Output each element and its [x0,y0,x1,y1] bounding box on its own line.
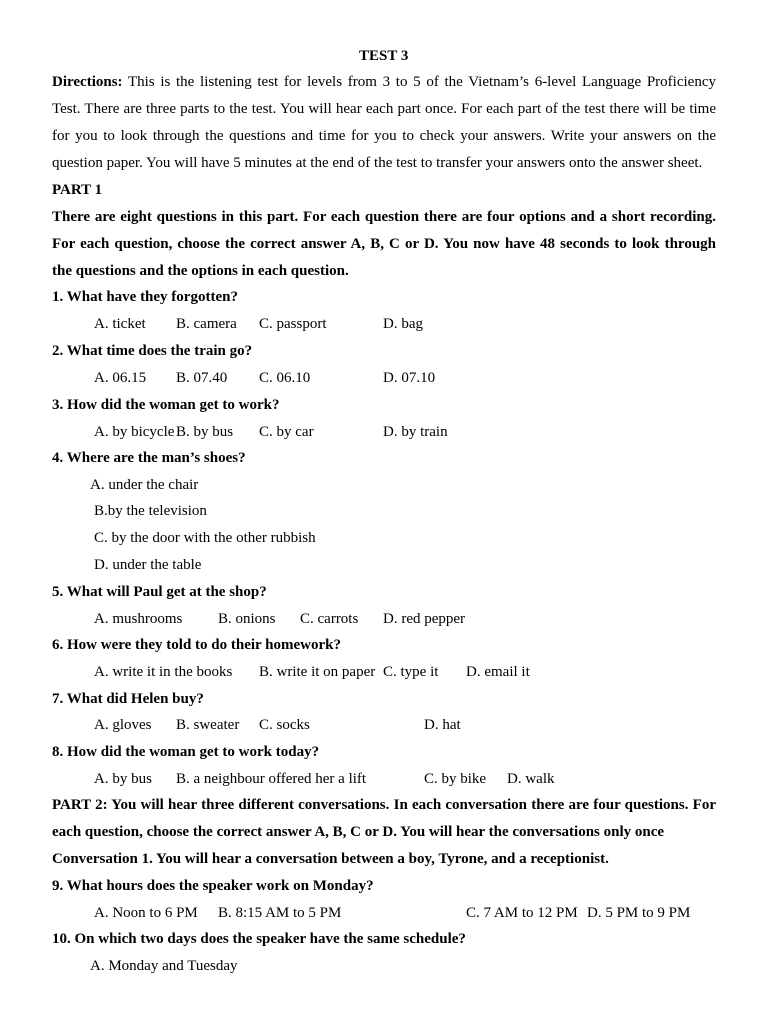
q9-option-c: C. 7 AM to 12 PM [466,905,578,921]
q1-option-c: C. passport [259,316,327,332]
q5-option-a: A. mushrooms [94,611,183,627]
q2-option-c: C. 06.10 [259,370,311,386]
directions-line-4: question paper. You will have 5 minutes at the end of the test to transfer your answers onto the answer sheet. [52,155,703,171]
q6-option-c: C. type it [383,664,439,680]
directions-line-1: Directions: This is the listening test for levels from 3 to 5 of the Vietnam’s 6-level Language Proficiency [52,74,716,90]
q3-option-c: C. by car [259,424,314,440]
q9-option-a: A. Noon to 6 PM [94,905,198,921]
q8-option-b: B. a neighbour offered her a lift [176,771,367,787]
q8-option-a: A. by bus [94,771,152,787]
q5-option-d: D. red pepper [383,611,466,627]
question-6: 6. How were they told to do their homework? [52,637,341,653]
q7-option-c: C. socks [259,717,310,733]
q2-option-a: A. 06.15 [94,370,147,386]
test-title: TEST 3 [359,48,409,64]
q4-option-b: B.by the television [94,503,207,519]
part1-heading: PART 1 [52,182,103,198]
q2-option-d: D. 07.10 [383,370,436,386]
q5-option-b: B. onions [218,611,276,627]
q6-option-d: D. email it [466,664,530,680]
conversation-1-intro: Conversation 1. You will hear a conversation between a boy, Tyrone, and a receptionist. [52,851,609,867]
question-1: 1. What have they forgotten? [52,289,238,305]
q1-option-b: B. camera [176,316,237,332]
question-8: 8. How did the woman get to work today? [52,744,320,760]
question-4: 4. Where are the man’s shoes? [52,450,246,466]
q8-option-c: C. by bike [424,771,487,787]
q7-option-b: B. sweater [176,717,240,733]
q4-option-a: A. under the chair [90,477,199,493]
question-2: 2. What time does the train go? [52,343,253,359]
q5-option-c: C. carrots [300,611,359,627]
q1-option-a: A. ticket [94,316,146,332]
q2-option-b: B. 07.40 [176,370,228,386]
q4-option-d: D. under the table [94,557,202,573]
q6-option-a: A. write it in the books [94,664,233,680]
q3-option-b: B. by bus [176,424,234,440]
q9-option-d: D. 5 PM to 9 PM [587,905,691,921]
part2-instructions-line-2: each question, choose the correct answer A, B, C or D. You will hear the conversations only once [52,824,665,840]
part1-instructions-line-3: the questions and the options in each question. [52,263,349,279]
question-9: 9. What hours does the speaker work on Monday? [52,878,374,894]
q4-option-c: C. by the door with the other rubbish [94,530,316,546]
part1-instructions-line-2: For each question, choose the correct answer A, B, C or D. You now have 48 seconds to look through [52,236,716,252]
q9-option-b: B. 8:15 AM to 5 PM [218,905,342,921]
q7-option-a: A. gloves [94,717,152,733]
directions-line-2: Test. There are three parts to the test. You will hear each part once. For each part of the test there will be time [52,101,716,117]
q3-option-a: A. by bicycle [94,424,175,440]
q8-option-d: D. walk [507,771,555,787]
part1-instructions-line-1: There are eight questions in this part. For each question there are four options and a short recording. [52,209,716,225]
directions-label: Directions: [52,74,123,90]
q6-option-b: B. write it on paper [259,664,376,680]
question-10: 10. On which two days does the speaker have the same schedule? [52,931,466,947]
q10-option-a: A. Monday and Tuesday [90,958,238,974]
part2-instructions-line-1: PART 2: You will hear three different conversations. In each conversation there are four questions. For [52,797,716,813]
directions-line-3: for you to look through the questions and time for you to check your answers. Write your answers on the [52,128,716,144]
question-3: 3. How did the woman get to work? [52,397,280,413]
q1-option-d: D. bag [383,316,423,332]
q3-option-d: D. by train [383,424,448,440]
q7-option-d: D. hat [424,717,461,733]
question-7: 7. What did Helen buy? [52,691,204,707]
question-5: 5. What will Paul get at the shop? [52,584,267,600]
